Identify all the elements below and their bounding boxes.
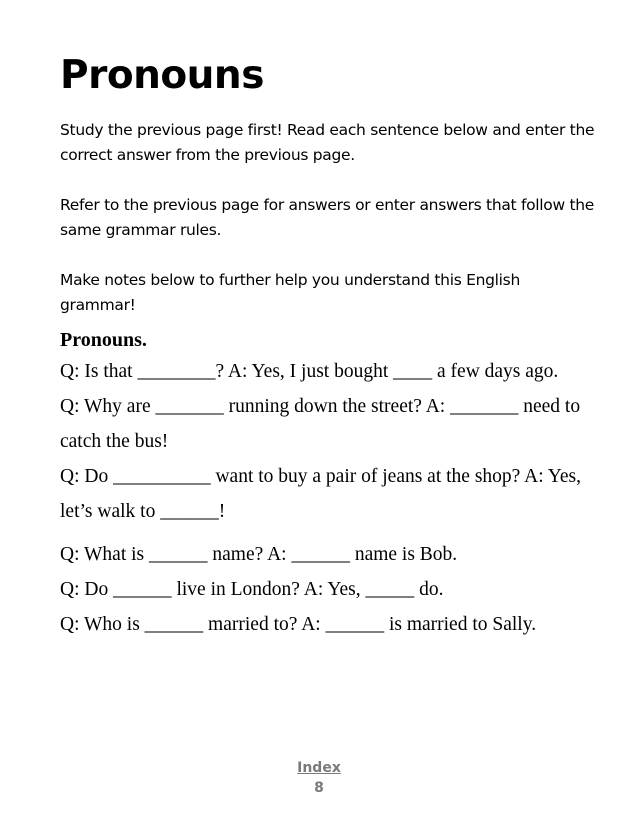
question-item: Q: Do ______ live in London? A: Yes, _____ do. [60,579,444,600]
question-item: Q: Why are _______ running down the street? A: _______ need to catch the bus! [60,396,581,452]
page-title: Pronouns [60,53,264,98]
question-item: Q: Is that ________? A: Yes, I just bought ____ a few days ago. [60,361,559,382]
page-footer [0,758,638,798]
page-number: 8 [314,780,324,796]
question-group-gap [60,529,605,537]
instruction-paragraph: Refer to the previous page for answers or enter answers that follow the same grammar rules. [60,196,595,239]
instructions [60,118,600,318]
exercise-section [60,326,605,642]
question-item: Q: Who is ______ married to? A: ______ is married to Sally. [60,614,537,635]
exercise-heading: Pronouns. [60,329,147,351]
instruction-paragraph: Make notes below to further help you understand this English grammar! [60,271,520,314]
question-item: Q: Do __________ want to buy a pair of jeans at the shop? A: Yes, let’s walk to ______! [60,466,582,522]
question-item: Q: What is ______ name? A: ______ name is Bob. [60,544,458,565]
index-link[interactable]: Index [297,760,341,776]
instruction-paragraph: Study the previous page first! Read each sentence below and enter the correct answer from the previous page. [60,121,595,164]
